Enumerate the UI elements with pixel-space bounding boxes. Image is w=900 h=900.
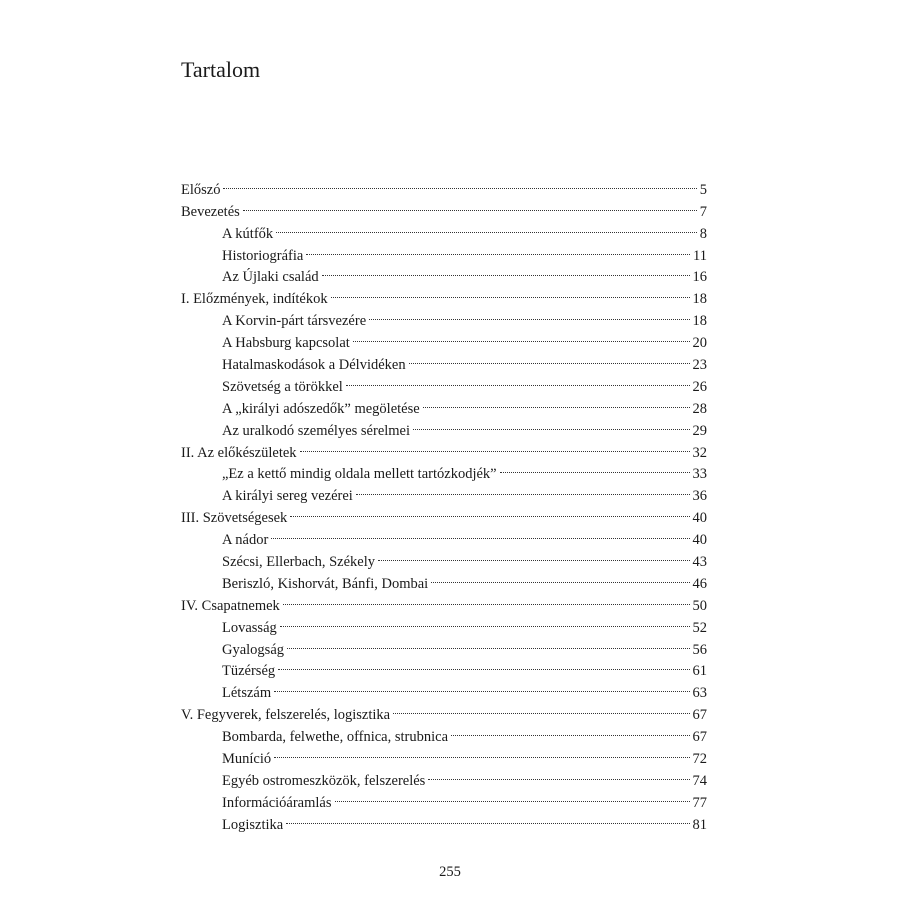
dot-leader [369,303,689,325]
toc-entry-title: I. Előzmények, indítékok [181,291,328,308]
toc-entry-page: 67 [692,707,707,724]
dot-leader [500,457,690,479]
toc-entry-title: Historiográfia [222,247,304,264]
toc-entry-title: Bombarda, felwethe, offnica, strubnica [222,729,449,746]
toc-entry-page: 20 [692,335,707,352]
toc-entry-page: 63 [692,685,707,702]
dot-leader [331,281,690,303]
dot-leader [271,522,689,544]
toc-entry-title: A királyi sereg vezérei [222,488,353,505]
toc-entry-title: Előszó [181,181,221,198]
toc-entry-page: 50 [692,597,707,614]
dot-leader [378,544,690,566]
dot-leader [413,413,689,435]
dot-leader [276,216,697,238]
toc-entry-page: 11 [693,247,707,264]
toc-entry-page: 7 [699,203,707,220]
dot-leader [286,807,689,829]
toc-entry-page: 40 [692,532,707,549]
toc-entry-title: Gyalogság [222,641,285,658]
dot-leader [393,697,689,719]
dot-leader [451,719,689,741]
toc-entry-title: Szécsi, Ellerbach, Székely [222,554,375,571]
toc-entry-page: 29 [692,422,707,439]
dot-leader [353,325,690,347]
toc-entry-page: 52 [692,619,707,636]
toc-entry-page: 77 [692,794,707,811]
dot-leader [290,500,689,522]
dot-leader [280,610,690,632]
dot-leader [223,172,696,194]
toc-entry-page: 46 [692,575,707,592]
toc-entry-title: IV. Csapatnemek [181,597,280,614]
toc-entry-page: 56 [692,641,707,658]
toc-entry-title: A kútfők [222,225,274,242]
toc-entry-title: Lovasság [222,619,277,636]
toc-entry-page: 18 [692,291,707,308]
toc-entry-title: A Korvin-párt társvezére [222,313,367,330]
toc-entry-page: 18 [692,313,707,330]
page-title: Tartalom [181,57,261,82]
toc-entry-page: 74 [692,772,707,789]
toc-entry-title: Hatalmaskodások a Délvidéken [222,357,406,374]
toc-entry-page: 72 [692,751,707,768]
dot-leader [283,588,690,610]
toc-entry-page: 40 [692,510,707,527]
toc-entry-title: Az Újlaki család [222,269,319,286]
toc-entry-title: A nádor [222,532,269,549]
dot-leader [274,741,689,763]
table-of-contents [181,172,707,833]
toc-entry-title: Információáramlás [222,794,332,811]
dot-leader [306,238,690,260]
toc-entry-title: Szövetség a törökkel [222,378,343,395]
toc-entry-title: III. Szövetségesek [181,510,288,527]
toc-entry-page: 81 [692,816,707,833]
toc-entry-title: Beriszló, Kishorvát, Bánfi, Dombai [222,575,429,592]
toc-entry-page: 61 [692,663,707,680]
toc-entry-title: Tüzérség [222,663,276,680]
toc-entry-page: 5 [699,181,707,198]
toc-entry-page: 28 [692,400,707,417]
toc-entry-page: 43 [692,554,707,571]
toc-entry-page: 16 [692,269,707,286]
toc-entry-title: „Ez a kettő mindig oldala mellett tartózkodjék” [222,466,497,483]
dot-leader [431,566,689,588]
toc-entry-title: Logisztika [222,816,284,833]
toc-entry-page: 26 [692,378,707,395]
dot-leader [322,260,690,282]
toc-entry-page: 67 [692,729,707,746]
toc-entry-title: Létszám [222,685,272,702]
toc-entry-page: 36 [692,488,707,505]
toc-entry-title: A Habsburg kapcsolat [222,335,350,352]
toc-entry-title: II. Az előkészületek [181,444,297,461]
toc-entry [181,194,707,220]
toc-entry-page: 33 [692,466,707,483]
dot-leader [287,632,689,654]
toc-entry-page: 32 [692,444,707,461]
toc-entry-title: Az uralkodó személyes sérelmei [222,422,411,439]
dot-leader [423,391,690,413]
toc-entry-title: A „királyi adószedők” megöletése [222,400,420,417]
toc-entry-page: 23 [692,357,707,374]
toc-entry-title: V. Fegyverek, felszerelés, logisztika [181,707,391,724]
toc-entry-title: Bevezetés [181,203,240,220]
dot-leader [428,763,689,785]
toc-entry [181,216,707,242]
toc-entry-title: Egyéb ostromeszközök, felszerelés [222,772,426,789]
dot-leader [243,194,697,216]
toc-entry-page: 8 [699,225,707,242]
dot-leader [346,369,690,391]
toc-entry [181,172,707,198]
dot-leader [409,347,690,369]
dot-leader [278,654,689,676]
page-number: 255 [439,864,461,880]
dot-leader [274,675,689,697]
dot-leader [356,478,690,500]
toc-entry-title: Muníció [222,751,272,768]
dot-leader [335,785,690,807]
dot-leader [300,435,690,457]
